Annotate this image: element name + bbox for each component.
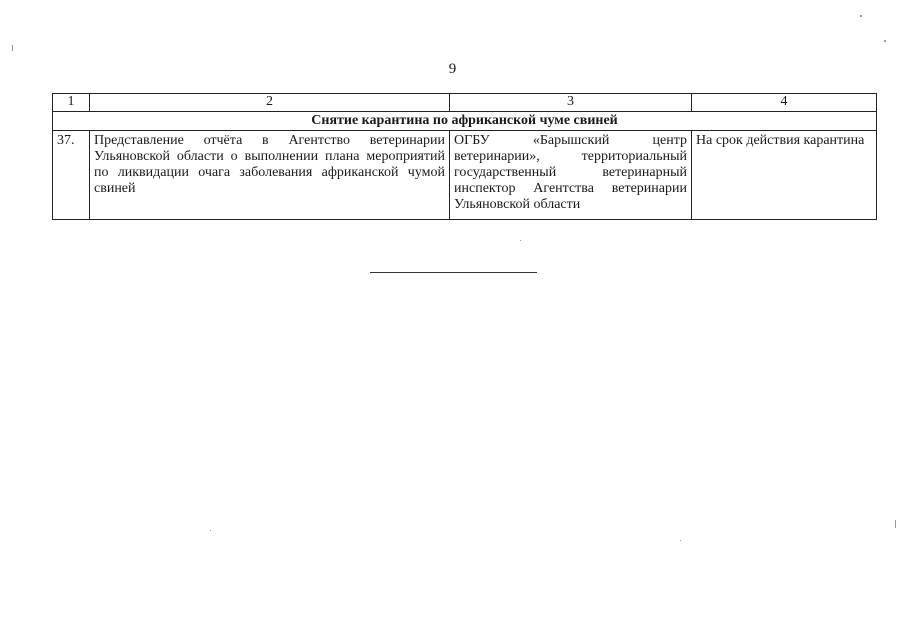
closing-rule [370,272,537,273]
section-title: Снятие карантина по африканской чуме свиней [53,112,877,131]
section-row [53,112,877,131]
deadline-text: На срок действия карантина [696,133,865,148]
column-number-4: 4 [692,94,877,112]
column-number-2: 2 [90,94,450,112]
column-number-3: 3 [450,94,692,112]
deadline-cell [692,131,877,220]
activity-cell [90,131,450,220]
column-number-1: 1 [53,94,90,112]
row-number: 37. [53,131,90,220]
measures-table [52,93,877,220]
table-row [53,131,877,220]
scan-speck [884,40,886,42]
scan-speck [860,15,862,17]
scan-speck [210,530,211,531]
scan-speck [895,520,896,528]
scan-speck [12,45,13,51]
responsible-text: ОГБУ «Барышский центр ветеринарии», территориальный государственный ветеринарный инспектор Агентства ветеринарии Ульяновской области [454,133,687,212]
scan-speck [680,540,681,541]
scan-speck [520,240,521,241]
column-number-row [53,94,877,112]
page-number: 9 [448,61,457,77]
activity-text: Представление отчёта в Агентство ветеринарии Ульяновской области о выполнении плана мероприятий по ликвидации очага заболевания африканской чумой свиней [94,133,445,196]
responsible-cell [450,131,692,220]
